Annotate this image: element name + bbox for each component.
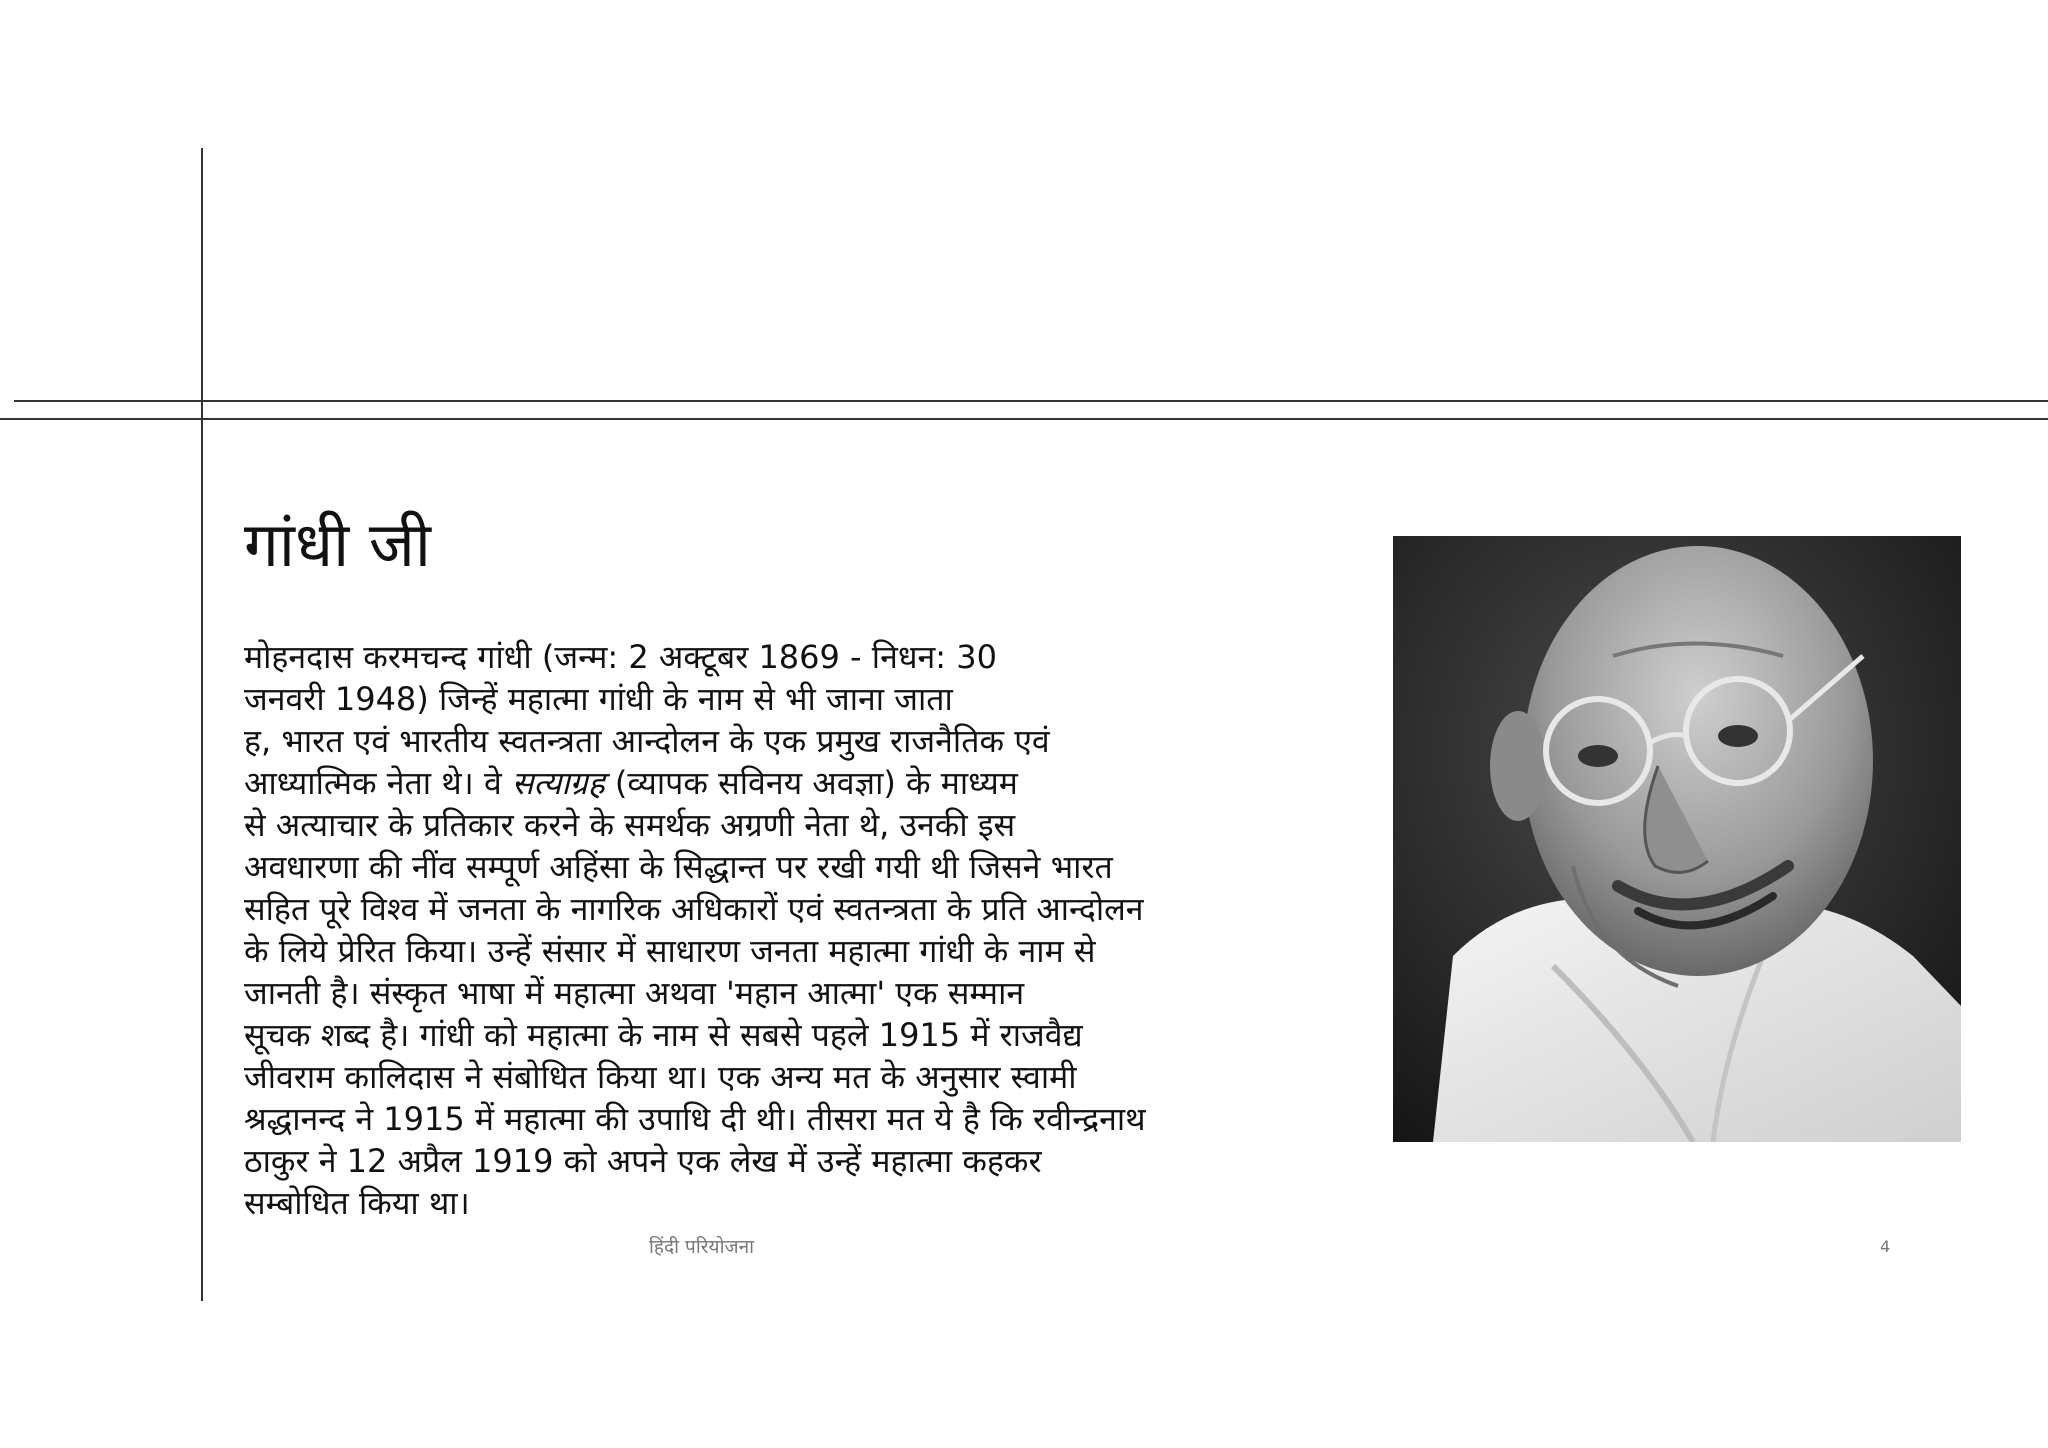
horizontal-divider-bottom	[0, 418, 2048, 420]
paragraph-line: के लिये प्रेरित किया। उन्हें संसार में साधारण जनता महात्मा गांधी के नाम से	[244, 932, 1096, 970]
paragraph-line: ह, भारत एवं भारतीय स्वतन्त्रता आन्दोलन के एक प्रमुख राजनैतिक एवं	[244, 722, 1050, 760]
slide-title: गांधी जी	[244, 508, 431, 581]
paragraph-line: से अत्याचार के प्रतिकार करने के समर्थक अग्रणी नेता थे, उनकी इस	[244, 806, 1016, 844]
paragraph-line: सहित पूरे विश्व में जनता के नागरिक अधिकारों एवं स्वतन्त्रता के प्रति आन्दोलन	[244, 890, 1144, 928]
page-number: 4	[1880, 1237, 1891, 1256]
paragraph-line: जनवरी 1948) जिन्हें महात्मा गांधी के नाम से भी जाना जाता	[244, 680, 953, 718]
paragraph-line: सम्बोधित किया था।	[244, 1184, 470, 1222]
horizontal-divider-top	[14, 400, 2048, 402]
paragraph-line	[244, 762, 1294, 804]
vertical-divider	[201, 148, 203, 1301]
paragraph-line: सूचक शब्द है। गांधी को महात्मा के नाम से सबसे पहले 1915 में राजवैद्य	[244, 1016, 1083, 1054]
body-paragraph	[244, 636, 1294, 1224]
paragraph-line: अवधारणा की नींव सम्पूर्ण अहिंसा के सिद्धान्त पर रखी गयी थी जिसने भारत	[244, 848, 1113, 886]
paragraph-line: श्रद्धानन्द ने 1915 में महात्मा की उपाधि दी थी। तीसरा मत ये है कि रवीन्द्रनाथ	[244, 1100, 1146, 1138]
paragraph-text: (व्यापक सविनय अवज्ञा) के माध्यम	[604, 764, 1018, 802]
portrait-illustration	[1393, 536, 1961, 1142]
paragraph-line: जीवराम कालिदास ने संबोधित किया था। एक अन्य मत के अनुसार स्वामी	[244, 1058, 1077, 1096]
paragraph-text: आध्यात्मिक नेता थे। वे	[244, 764, 512, 802]
satyagraha-term: सत्याग्रह	[511, 764, 605, 802]
paragraph-line: जानती है। संस्कृत भाषा में महात्मा अथवा 'महान आत्मा' एक सम्मान	[244, 974, 1025, 1012]
paragraph-line: ठाकुर ने 12 अप्रैल 1919 को अपने एक लेख में उन्हें महात्मा कहकर	[244, 1142, 1042, 1180]
gandhi-portrait-photo	[1393, 536, 1961, 1142]
footer-project-label: हिंदी परियोजना	[649, 1236, 755, 1258]
paragraph-line: मोहनदास करमचन्द गांधी (जन्म: 2 अक्टूबर 1869 - निधन: 30	[244, 638, 997, 676]
